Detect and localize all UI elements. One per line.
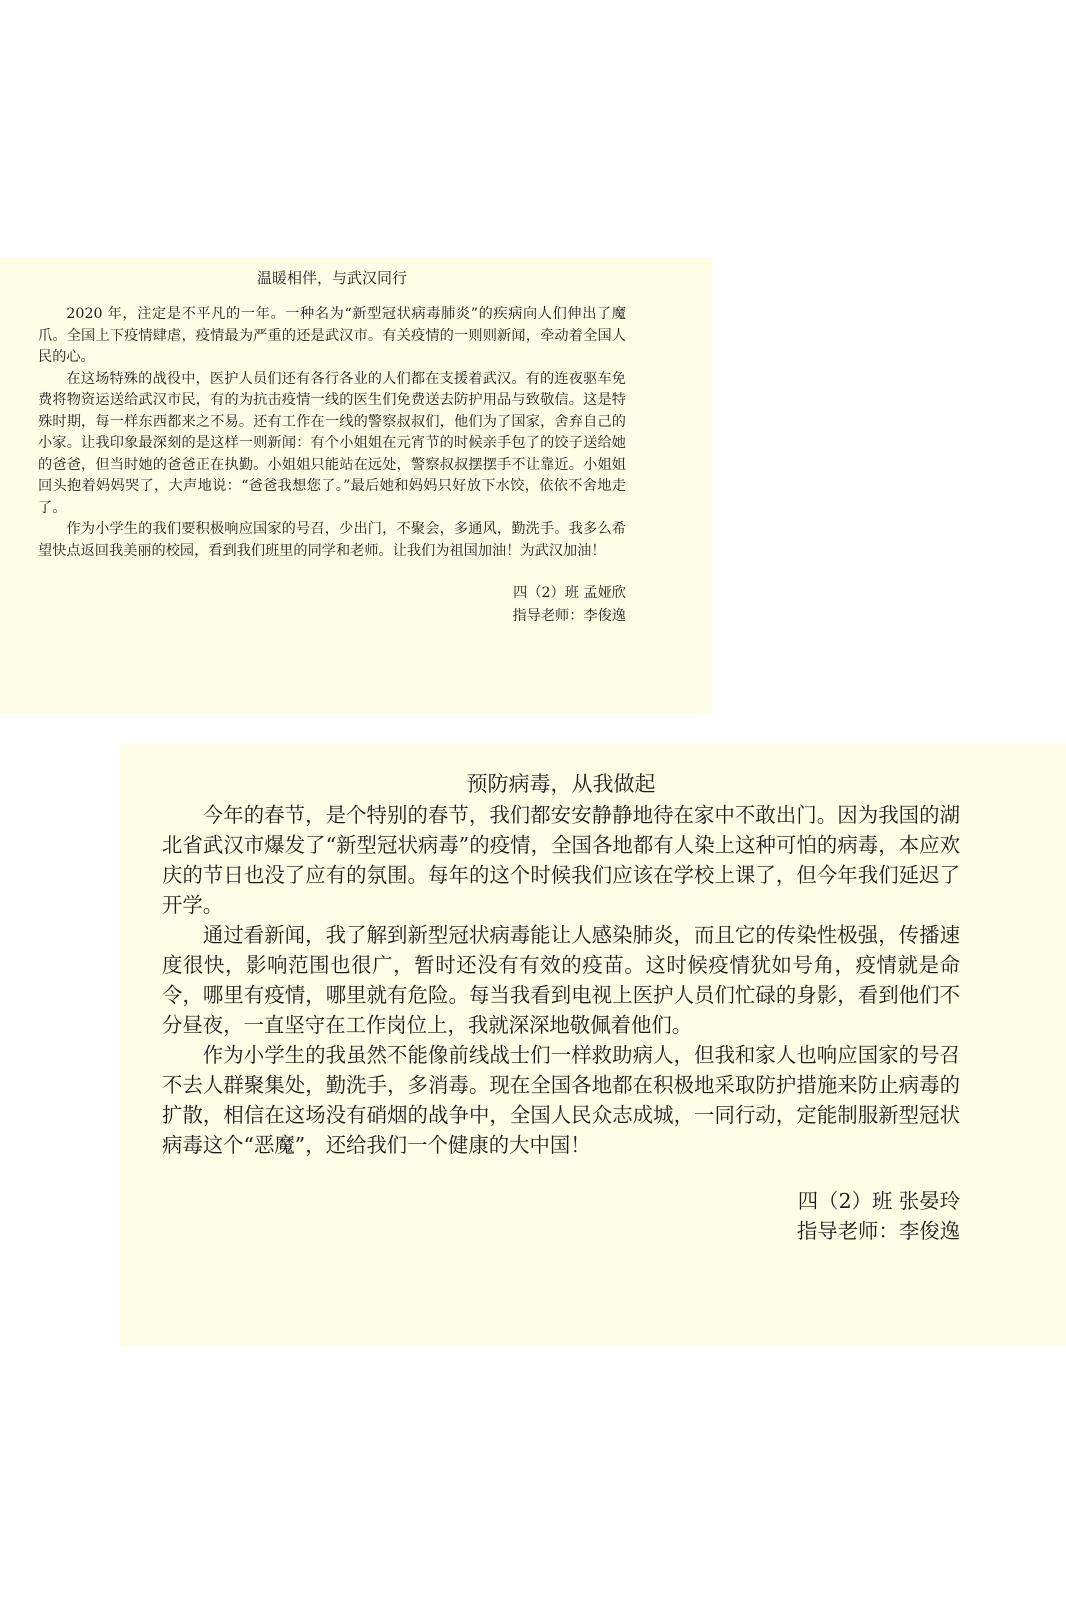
essay-2-class-author: 四（2）班 张晏玲 [797,1189,960,1213]
essay-2-paragraph-1: 今年的春节，是个特别的春节，我们都安安静静地待在家中不敢出门。因为我国的湖北省武汉市爆发了“新型冠状病毒”的疫情，全国各地都有人染上这种可怕的病毒，本应欢庆的节日也没了应有的氛围。每年的这个时候我们应该在学校上课了，但今年我们延迟了开学。 [162,803,960,917]
essay-2-title: 预防病毒，从我做起 [466,772,656,796]
essay-1-teacher: 指导老师：李俊逸 [512,608,626,624]
essay-2-paragraph-2: 通过看新闻，我了解到新型冠状病毒能让人感染肺炎，而且它的传染性极强，传播速度很快，影响范围也很广，暂时还没有有效的疫苗。这时候疫情犹如号角，疫情就是命令，哪里有疫情，哪里就有危险。每当我看到电视上医护人员们忙碌的身影，看到他们不分昼夜，一直坚守在工作岗位上，我就深深地敬佩着他们。 [162,923,960,1037]
essay-1-paragraph-1: 2020 年，注定是不平凡的一年。一种名为“新型冠状病毒肺炎”的疾病向人们伸出了魔爪。全国上下疫情肆虐，疫情最为严重的还是武汉市。有关疫情的一则则新闻，牵动着全国人民的心。 [38,306,626,365]
essay-2-paragraph-3: 作为小学生的我虽然不能像前线战士们一样救助病人，但我和家人也响应国家的号召不去人群聚集处，勤洗手，多消毒。现在全国各地都在积极地采取防护措施来防止病毒的扩散，相信在这场没有硝烟的战争中，全国人民众志成城，一同行动，定能制服新型冠状病毒这个“恶魔”，还给我们一个健康的大中国！ [162,1043,960,1157]
essay-card-2 [120,744,1066,1346]
essay-1-paragraph-3: 作为小学生的我们要积极响应国家的号召，少出门，不聚会，多通风，勤洗手。我多么希望快点返回我美丽的校园，看到我们班里的同学和老师。让我们为祖国加油！为武汉加油！ [38,521,626,559]
essay-1-paragraph-2: 在这场特殊的战役中，医护人员们还有各行各业的人们都在支援着武汉。有的连夜驱车免费将物资运送给武汉市民，有的为抗击疫情一线的医生们免费送去防护用品与致敬信。这是特殊时期，每一样东西都来之不易。还有工作在一线的警察叔叔们，他们为了国家，舍弃自己的小家。让我印象最深刻的是这样一则新闻：有个小姐姐在元宵节的时候亲手包了的饺子送给她的爸爸，但当时她的爸爸正在执勤。小姐姐只能站在远处，警察叔叔摆摆手不让靠近。小姐姐回头抱着妈妈哭了，大声地说：“爸爸我想您了。”最后她和妈妈只好放下水饺，依依不舍地走了。 [38,370,626,516]
essay-1-class-author: 四（2）班 孟娅欣 [513,585,626,601]
essay-2-teacher: 指导老师：李俊逸 [796,1219,960,1243]
essay-1-title: 温暖相伴，与武汉同行 [256,269,407,287]
essay-card-1 [0,258,712,714]
essay-2-signature [162,1186,960,1246]
essay-1-signature [38,582,626,628]
